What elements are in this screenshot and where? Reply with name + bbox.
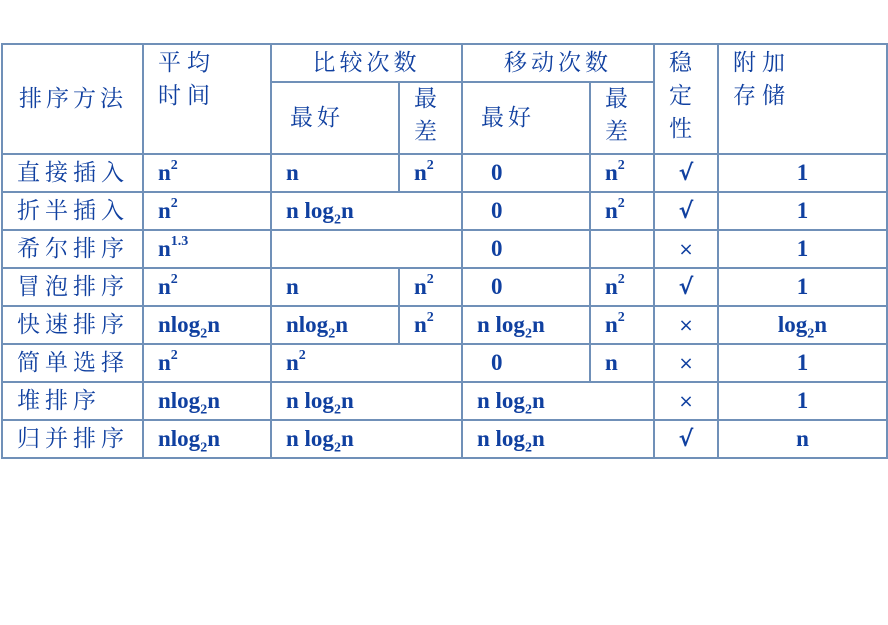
move-worst-cell: n <box>590 344 654 382</box>
table-row <box>2 382 887 420</box>
avg-time-cell: $n^2$ <box>143 268 271 306</box>
extra-storage-cell: 1 <box>718 230 887 268</box>
method-cell: 快速排序 <box>2 306 143 344</box>
header-stable: 稳 定 性 <box>654 44 718 154</box>
move-best-cell: 0 <box>462 154 590 192</box>
compare-merged-cell: n $\log_2n$ <box>271 420 462 458</box>
move-merged-cell: n $\log_2n$ <box>462 382 654 420</box>
avg-time-cell: $n^{1.3}$ <box>143 230 271 268</box>
method-cell: 希尔排序 <box>2 230 143 268</box>
method-cell: 归并排序 <box>2 420 143 458</box>
compare-worst-cell: $n^2$ <box>399 154 462 192</box>
extra-storage-cell: $\log_2n$ <box>718 306 887 344</box>
table-row <box>2 344 887 382</box>
header-extra-storage: 附加 存储 <box>718 44 887 154</box>
move-worst-cell: $n^2$ <box>590 306 654 344</box>
extra-storage-cell: 1 <box>718 192 887 230</box>
unstable-mark-cell: × <box>654 306 718 344</box>
move-worst-cell: $n^2$ <box>590 268 654 306</box>
unstable-mark-cell: × <box>654 230 718 268</box>
table-row <box>2 268 887 306</box>
method-cell: 冒泡排序 <box>2 268 143 306</box>
header-compare-worst: 最 差 <box>399 82 462 154</box>
method-cell: 堆排序 <box>2 382 143 420</box>
avg-time-cell: nlog$_2$n <box>143 382 271 420</box>
sorting-comparison-table <box>1 43 888 459</box>
stable-mark-cell: √ <box>654 268 718 306</box>
move-worst-cell: $n^2$ <box>590 154 654 192</box>
compare-merged-cell: n $\log_2n$ <box>271 192 462 230</box>
compare-worst-cell: $n^2$ <box>399 268 462 306</box>
header-move-best: 最好 <box>462 82 590 154</box>
compare-worst-cell: $n^2$ <box>399 306 462 344</box>
avg-time-cell: nlog$_2$n <box>143 420 271 458</box>
stable-mark-cell: √ <box>654 192 718 230</box>
compare-merged-cell <box>271 230 462 268</box>
avg-time-cell: $n^2$ <box>143 192 271 230</box>
compare-merged-cell: $n^2$ <box>271 344 462 382</box>
table-row <box>2 230 887 268</box>
header-avg-time: 平均 时间 <box>143 44 271 154</box>
header-compare-best: 最好 <box>271 82 399 154</box>
extra-storage-cell: 1 <box>718 268 887 306</box>
compare-best-cell: n <box>271 268 399 306</box>
method-cell: 直接插入 <box>2 154 143 192</box>
move-best-cell: 0 <box>462 268 590 306</box>
avg-time-cell: nlog$_2$n <box>143 306 271 344</box>
compare-merged-cell: n $\log_2n$ <box>271 382 462 420</box>
unstable-mark-cell: × <box>654 382 718 420</box>
header-move-worst: 最 差 <box>590 82 654 154</box>
move-merged-cell: n $\log_2n$ <box>462 420 654 458</box>
move-best-cell: 0 <box>462 344 590 382</box>
table-row <box>2 420 887 458</box>
header-method: 排序方法 <box>2 44 143 154</box>
compare-best-cell: n <box>271 154 399 192</box>
extra-storage-cell: 1 <box>718 154 887 192</box>
extra-storage-cell: 1 <box>718 344 887 382</box>
header-compare-count: 比较次数 <box>271 44 462 82</box>
move-worst-cell: $n^2$ <box>590 192 654 230</box>
extra-storage-cell: 1 <box>718 382 887 420</box>
move-best-cell: n $\log_2n$ <box>462 306 590 344</box>
table-row <box>2 306 887 344</box>
move-best-cell: 0 <box>462 192 590 230</box>
stable-mark-cell: √ <box>654 420 718 458</box>
method-cell: 简单选择 <box>2 344 143 382</box>
compare-best-cell: nlog$_2$n <box>271 306 399 344</box>
table-row <box>2 154 887 192</box>
header-move-count: 移动次数 <box>462 44 654 82</box>
move-best-cell: 0 <box>462 230 590 268</box>
move-worst-cell <box>590 230 654 268</box>
extra-storage-cell: n <box>718 420 887 458</box>
avg-time-cell: $n^2$ <box>143 154 271 192</box>
avg-time-cell: $n^2$ <box>143 344 271 382</box>
stable-mark-cell: √ <box>654 154 718 192</box>
table-row <box>2 192 887 230</box>
method-cell: 折半插入 <box>2 192 143 230</box>
unstable-mark-cell: × <box>654 344 718 382</box>
